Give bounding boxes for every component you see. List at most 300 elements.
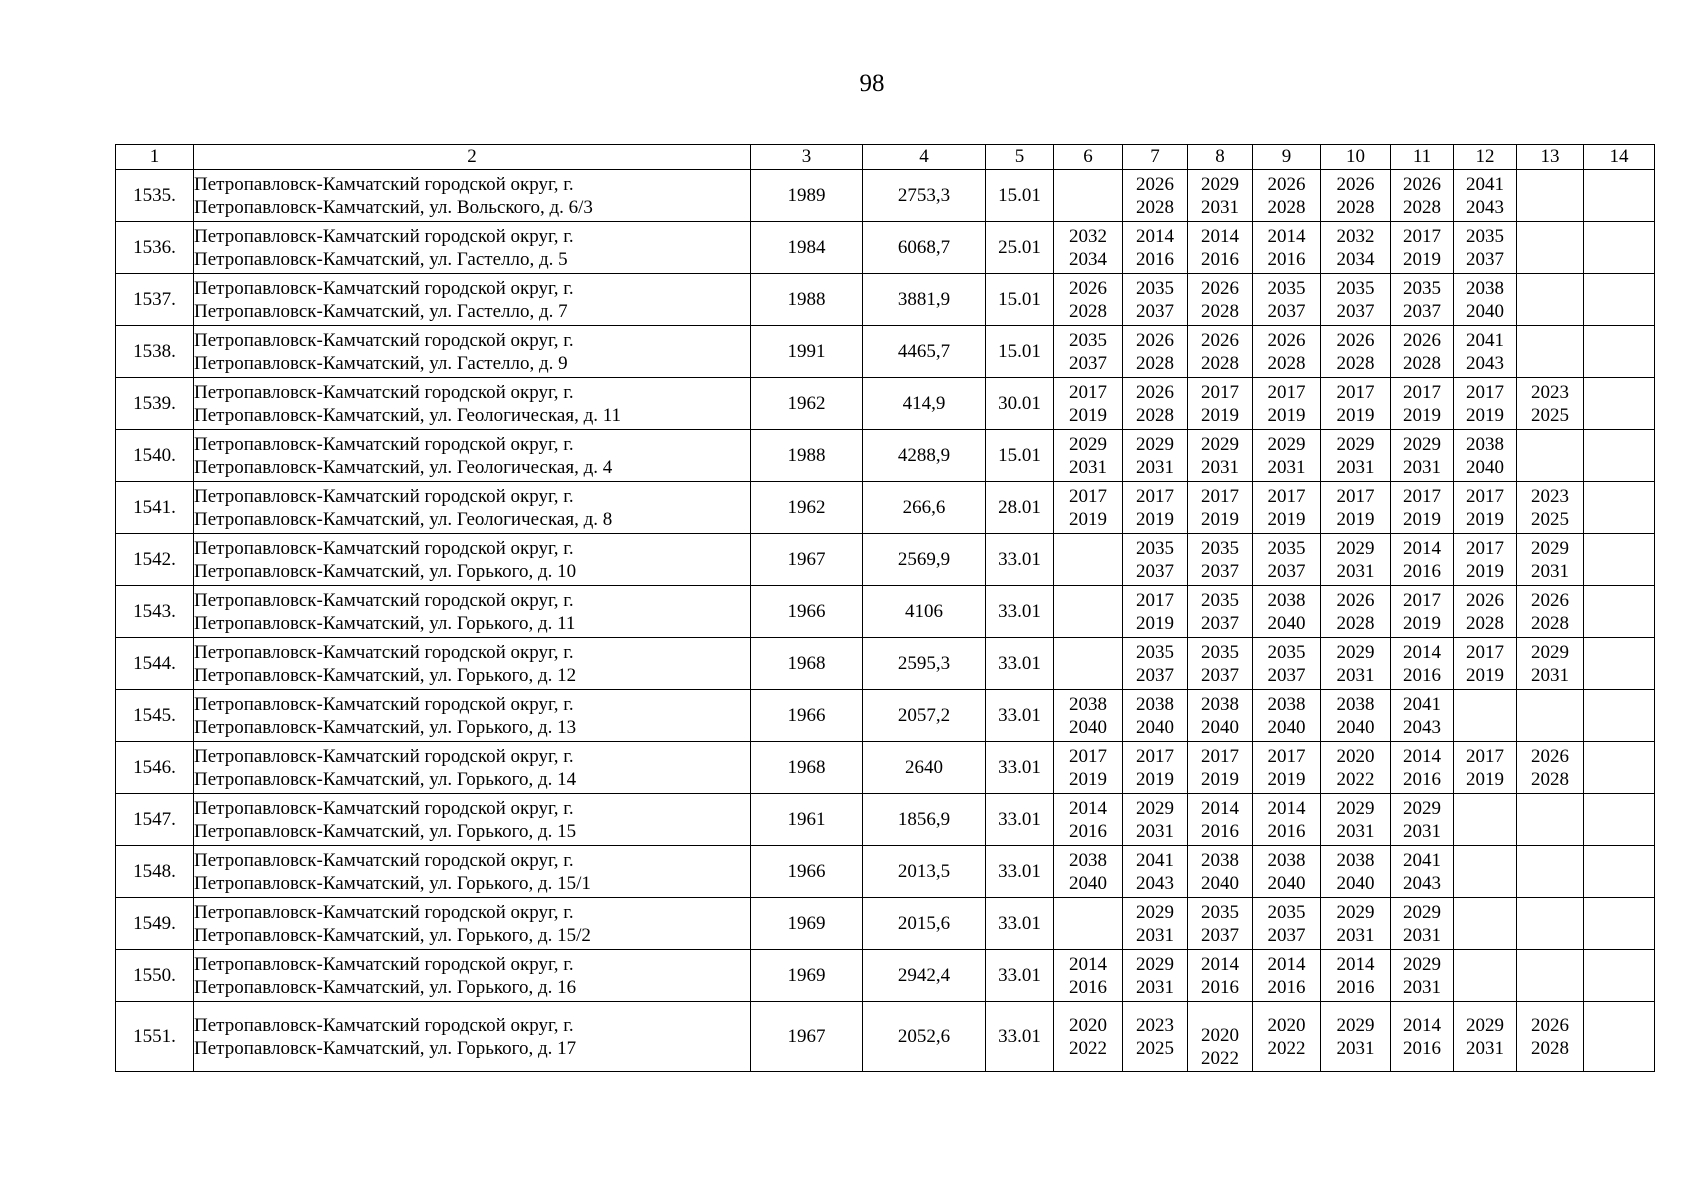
period-end: 2031 [1136, 456, 1174, 478]
address-cell [194, 846, 751, 898]
period-start: 2038 [1069, 849, 1107, 871]
row-number: 1539. [116, 378, 194, 430]
period-end: 2019 [1201, 404, 1239, 426]
period-cell [1584, 690, 1655, 742]
address-cell [194, 482, 751, 534]
period-start: 2026 [1531, 1014, 1569, 1036]
period-cell [1391, 898, 1454, 950]
type-code: 15.01 [986, 274, 1054, 326]
build-year: 1989 [751, 170, 863, 222]
period-start: 2029 [1403, 433, 1441, 455]
period-end: 2031 [1136, 820, 1174, 842]
period-cell [1517, 690, 1584, 742]
period-start: 2014 [1267, 797, 1306, 819]
period-end: 2019 [1069, 768, 1107, 790]
column-header: 5 [986, 145, 1054, 170]
period-cell [1454, 378, 1517, 430]
build-year: 1962 [751, 378, 863, 430]
period-start: 2026 [1403, 173, 1441, 195]
period-start: 2014 [1403, 641, 1441, 663]
period-cell [1253, 378, 1321, 430]
period-cell [1123, 326, 1188, 378]
period-cell [1253, 794, 1321, 846]
period-end: 2028 [1069, 300, 1107, 322]
period-cell [1188, 950, 1253, 1002]
column-header: 11 [1391, 145, 1454, 170]
period-cell [1321, 950, 1391, 1002]
period-cell [1188, 534, 1253, 586]
period-cell [1188, 898, 1253, 950]
period-end: 2028 [1531, 1037, 1569, 1059]
period-cell [1391, 534, 1454, 586]
period-start: 2029 [1336, 901, 1375, 923]
period-cell [1391, 586, 1454, 638]
period-cell [1454, 430, 1517, 482]
period-end: 2016 [1403, 1037, 1441, 1059]
period-end: 2031 [1336, 1037, 1375, 1059]
period-end: 2037 [1267, 664, 1306, 686]
period-start: 2038 [1069, 693, 1107, 715]
period-cell [1253, 326, 1321, 378]
total-area: 4288,9 [863, 430, 986, 482]
period-end: 2028 [1403, 352, 1441, 374]
period-cell [1454, 742, 1517, 794]
table-row [116, 378, 1655, 430]
period-start: 2017 [1466, 537, 1504, 559]
period-cell [1054, 378, 1123, 430]
period-start: 2041 [1466, 173, 1504, 195]
total-area: 2753,3 [863, 170, 986, 222]
address-cell [194, 586, 751, 638]
period-cell [1253, 430, 1321, 482]
period-start: 2032 [1336, 225, 1375, 247]
type-code: 33.01 [986, 794, 1054, 846]
address-line-2: Петропавловск-Камчатский, ул. Геологическая, д. 4 [194, 456, 613, 478]
build-year: 1961 [751, 794, 863, 846]
period-cell [1123, 274, 1188, 326]
period-start: 2014 [1403, 537, 1441, 559]
period-end: 2019 [1403, 248, 1441, 270]
period-cell [1584, 586, 1655, 638]
address-line-1: Петропавловск-Камчатский городской округ, г. [194, 849, 574, 871]
period-start: 2026 [1136, 329, 1174, 351]
table-row [116, 690, 1655, 742]
total-area: 6068,7 [863, 222, 986, 274]
period-end: 2028 [1136, 352, 1174, 374]
period-end: 2016 [1201, 820, 1239, 842]
row-number: 1535. [116, 170, 194, 222]
period-start: 2017 [1403, 381, 1441, 403]
type-code: 15.01 [986, 326, 1054, 378]
period-start: 2035 [1069, 329, 1107, 351]
address-line-2: Петропавловск-Камчатский, ул. Горького, д. 16 [194, 976, 577, 998]
period-end: 2043 [1466, 352, 1504, 374]
build-year: 1967 [751, 1002, 863, 1072]
period-cell [1253, 950, 1321, 1002]
build-year: 1968 [751, 742, 863, 794]
period-end: 2019 [1136, 508, 1174, 530]
type-code: 28.01 [986, 482, 1054, 534]
row-number: 1538. [116, 326, 194, 378]
period-cell [1584, 898, 1655, 950]
period-end: 2016 [1136, 248, 1174, 270]
period-end: 2019 [1267, 404, 1306, 426]
period-cell [1054, 1002, 1123, 1072]
build-year: 1969 [751, 898, 863, 950]
address-line-2: Петропавловск-Камчатский, ул. Геологическая, д. 8 [194, 508, 613, 530]
period-end: 2019 [1336, 404, 1375, 426]
period-cell [1054, 274, 1123, 326]
period-start: 2026 [1336, 589, 1375, 611]
period-end: 2025 [1136, 1037, 1174, 1059]
period-start: 2026 [1267, 329, 1306, 351]
period-cell [1517, 170, 1584, 222]
period-cell [1321, 534, 1391, 586]
period-start: 2038 [1201, 693, 1239, 715]
row-number: 1540. [116, 430, 194, 482]
period-cell [1584, 1002, 1655, 1072]
period-end: 2031 [1466, 1037, 1504, 1059]
period-start: 2014 [1403, 1014, 1441, 1036]
period-cell [1391, 326, 1454, 378]
address-cell [194, 326, 751, 378]
address-line-2: Петропавловск-Камчатский, ул. Гастелло, д. 5 [194, 248, 568, 270]
period-cell [1321, 690, 1391, 742]
period-cell [1253, 482, 1321, 534]
period-start: 2029 [1336, 797, 1375, 819]
period-cell [1517, 586, 1584, 638]
period-end: 2019 [1136, 768, 1174, 790]
row-number: 1550. [116, 950, 194, 1002]
period-end: 2031 [1403, 820, 1441, 842]
row-number: 1543. [116, 586, 194, 638]
period-start: 2017 [1466, 381, 1504, 403]
period-cell [1188, 846, 1253, 898]
period-start: 2035 [1403, 277, 1441, 299]
type-code: 15.01 [986, 430, 1054, 482]
period-cell [1517, 430, 1584, 482]
period-cell [1123, 1002, 1188, 1072]
total-area: 2057,2 [863, 690, 986, 742]
table-row [116, 430, 1655, 482]
period-end: 2031 [1201, 456, 1239, 478]
address-cell [194, 950, 751, 1002]
period-cell [1391, 638, 1454, 690]
period-cell [1054, 742, 1123, 794]
period-start: 2017 [1136, 589, 1174, 611]
type-code: 30.01 [986, 378, 1054, 430]
period-cell [1253, 534, 1321, 586]
period-start: 2014 [1069, 953, 1107, 975]
period-cell [1123, 482, 1188, 534]
period-end: 2019 [1466, 664, 1504, 686]
period-cell [1188, 326, 1253, 378]
period-end: 2028 [1136, 196, 1174, 218]
period-start: 2038 [1336, 849, 1375, 871]
period-start: 2026 [1531, 745, 1569, 767]
period-cell [1188, 690, 1253, 742]
period-start: 2017 [1336, 381, 1375, 403]
period-start: 2029 [1531, 537, 1569, 559]
period-end: 2016 [1267, 820, 1306, 842]
period-start: 2020 [1336, 745, 1375, 767]
period-start: 2026 [1267, 173, 1306, 195]
period-cell [1123, 950, 1188, 1002]
column-header: 3 [751, 145, 863, 170]
period-cell [1517, 534, 1584, 586]
address-cell [194, 742, 751, 794]
period-start: 2041 [1466, 329, 1504, 351]
period-cell [1253, 898, 1321, 950]
period-end: 2016 [1069, 976, 1107, 998]
period-cell [1454, 846, 1517, 898]
period-cell [1454, 170, 1517, 222]
total-area: 2013,5 [863, 846, 986, 898]
period-end: 2040 [1336, 872, 1375, 894]
period-cell [1123, 794, 1188, 846]
period-start: 2017 [1466, 485, 1504, 507]
period-cell [1454, 586, 1517, 638]
period-cell [1253, 586, 1321, 638]
period-end: 2037 [1267, 560, 1306, 582]
period-end: 2031 [1201, 196, 1239, 218]
period-cell [1584, 170, 1655, 222]
period-end: 2019 [1466, 560, 1504, 582]
period-end: 2016 [1403, 664, 1441, 686]
column-header: 8 [1188, 145, 1253, 170]
total-area: 2640 [863, 742, 986, 794]
row-number: 1547. [116, 794, 194, 846]
period-cell [1321, 274, 1391, 326]
period-cell [1517, 846, 1584, 898]
period-start: 2041 [1136, 849, 1174, 871]
period-start: 2026 [1201, 329, 1239, 351]
period-start: 2035 [1136, 537, 1174, 559]
period-end: 2037 [1201, 560, 1239, 582]
period-start: 2017 [1336, 485, 1375, 507]
period-end: 2016 [1403, 560, 1441, 582]
period-end: 2028 [1267, 196, 1306, 218]
period-end: 2019 [1267, 768, 1306, 790]
period-cell [1584, 222, 1655, 274]
row-number: 1545. [116, 690, 194, 742]
period-end: 2040 [1267, 872, 1306, 894]
period-start: 2026 [1403, 329, 1441, 351]
period-end: 2037 [1403, 300, 1441, 322]
period-cell [1391, 274, 1454, 326]
period-start: 2023 [1531, 381, 1569, 403]
row-number: 1551. [116, 1002, 194, 1072]
period-cell [1517, 638, 1584, 690]
period-cell [1584, 534, 1655, 586]
build-year: 1962 [751, 482, 863, 534]
address-line-1: Петропавловск-Камчатский городской округ, г. [194, 797, 574, 819]
period-start: 2035 [1201, 589, 1239, 611]
period-cell [1321, 222, 1391, 274]
period-start: 2020 [1201, 1024, 1239, 1046]
period-end: 2037 [1201, 612, 1239, 634]
period-start: 2020 [1267, 1014, 1306, 1036]
address-line-2: Петропавловск-Камчатский, ул. Гастелло, д. 9 [194, 352, 568, 374]
table-row [116, 326, 1655, 378]
period-cell [1321, 482, 1391, 534]
total-area: 2569,9 [863, 534, 986, 586]
period-cell [1584, 378, 1655, 430]
type-code: 15.01 [986, 170, 1054, 222]
period-start: 2035 [1136, 277, 1174, 299]
period-end: 2043 [1403, 716, 1441, 738]
period-cell [1321, 1002, 1391, 1072]
period-cell [1253, 846, 1321, 898]
period-cell [1123, 898, 1188, 950]
period-cell [1188, 586, 1253, 638]
period-end: 2034 [1336, 248, 1375, 270]
period-cell [1584, 326, 1655, 378]
period-cell [1454, 1002, 1517, 1072]
period-end: 2016 [1201, 248, 1239, 270]
period-cell [1391, 950, 1454, 1002]
build-year: 1966 [751, 846, 863, 898]
period-end: 2016 [1267, 976, 1306, 998]
table-row [116, 846, 1655, 898]
period-start: 2035 [1267, 537, 1306, 559]
address-line-1: Петропавловск-Камчатский городской округ, г. [194, 225, 574, 247]
table-row [116, 950, 1655, 1002]
period-start: 2014 [1267, 225, 1306, 247]
address-line-1: Петропавловск-Камчатский городской округ, г. [194, 433, 574, 455]
address-cell [194, 222, 751, 274]
period-cell [1054, 326, 1123, 378]
period-end: 2037 [1136, 300, 1174, 322]
period-end: 2019 [1201, 768, 1239, 790]
address-cell [194, 638, 751, 690]
period-cell [1321, 794, 1391, 846]
period-cell [1321, 170, 1391, 222]
build-year: 1966 [751, 690, 863, 742]
address-line-1: Петропавловск-Камчатский городской округ, г. [194, 173, 574, 195]
period-cell [1454, 690, 1517, 742]
period-end: 2028 [1466, 612, 1504, 634]
address-line-2: Петропавловск-Камчатский, ул. Горького, д. 11 [194, 612, 576, 634]
period-cell [1253, 274, 1321, 326]
period-end: 2043 [1136, 872, 1174, 894]
period-start: 2029 [1336, 433, 1375, 455]
period-end: 2019 [1403, 404, 1441, 426]
row-number: 1549. [116, 898, 194, 950]
address-cell [194, 690, 751, 742]
period-start: 2038 [1267, 693, 1306, 715]
period-start: 2041 [1403, 849, 1441, 871]
period-cell [1188, 222, 1253, 274]
period-end: 2022 [1201, 1047, 1239, 1069]
period-end: 2031 [1069, 456, 1107, 478]
period-start: 2017 [1403, 589, 1441, 611]
period-cell [1253, 170, 1321, 222]
period-cell [1584, 274, 1655, 326]
total-area: 2052,6 [863, 1002, 986, 1072]
period-start: 2014 [1201, 797, 1239, 819]
period-cell [1054, 846, 1123, 898]
address-cell [194, 430, 751, 482]
period-start: 2017 [1267, 745, 1306, 767]
table-row [116, 1002, 1655, 1072]
period-end: 2037 [1336, 300, 1375, 322]
type-code: 33.01 [986, 950, 1054, 1002]
period-end: 2040 [1136, 716, 1174, 738]
period-cell [1391, 690, 1454, 742]
address-line-2: Петропавловск-Камчатский, ул. Горького, д. 14 [194, 768, 577, 790]
period-start: 2029 [1069, 433, 1107, 455]
period-start: 2029 [1531, 641, 1569, 663]
address-cell [194, 794, 751, 846]
address-line-2: Петропавловск-Камчатский, ул. Горького, д. 15 [194, 820, 577, 842]
period-cell [1391, 794, 1454, 846]
period-start: 2035 [1201, 901, 1239, 923]
period-start: 2026 [1069, 277, 1107, 299]
type-code: 33.01 [986, 534, 1054, 586]
period-cell [1391, 482, 1454, 534]
period-end: 2019 [1267, 508, 1306, 530]
period-cell [1123, 846, 1188, 898]
period-start: 2038 [1267, 849, 1306, 871]
period-end: 2022 [1267, 1037, 1306, 1059]
period-cell [1123, 586, 1188, 638]
period-cell [1321, 638, 1391, 690]
period-cell [1253, 222, 1321, 274]
period-cell [1253, 742, 1321, 794]
period-start: 2038 [1267, 589, 1306, 611]
period-start: 2026 [1201, 277, 1239, 299]
type-code: 33.01 [986, 586, 1054, 638]
period-cell [1123, 534, 1188, 586]
period-cell [1188, 170, 1253, 222]
period-cell [1454, 638, 1517, 690]
table-row [116, 586, 1655, 638]
period-start: 2029 [1403, 797, 1441, 819]
period-end: 2037 [1136, 560, 1174, 582]
period-cell [1454, 898, 1517, 950]
table-row [116, 482, 1655, 534]
period-end: 2016 [1201, 976, 1239, 998]
address-line-1: Петропавловск-Камчатский городской округ, г. [194, 641, 574, 663]
page-number: 98 [859, 70, 885, 97]
period-end: 2037 [1201, 664, 1239, 686]
address-line-2: Петропавловск-Камчатский, ул. Горького, д. 15/2 [194, 924, 591, 946]
period-end: 2037 [1267, 300, 1306, 322]
address-line-1: Петропавловск-Камчатский городской округ, г. [194, 901, 574, 923]
period-start: 2026 [1136, 173, 1174, 195]
row-number: 1542. [116, 534, 194, 586]
period-start: 2017 [1403, 485, 1441, 507]
period-cell [1517, 326, 1584, 378]
period-cell [1321, 326, 1391, 378]
period-end: 2028 [1531, 768, 1569, 790]
period-end: 2037 [1466, 248, 1504, 270]
period-end: 2031 [1336, 560, 1375, 582]
period-cell [1321, 378, 1391, 430]
address-cell [194, 170, 751, 222]
total-area: 4106 [863, 586, 986, 638]
period-start: 2014 [1069, 797, 1107, 819]
period-cell [1188, 378, 1253, 430]
period-cell [1253, 1002, 1321, 1072]
column-header: 9 [1253, 145, 1321, 170]
period-cell [1391, 846, 1454, 898]
total-area: 3881,9 [863, 274, 986, 326]
row-number: 1548. [116, 846, 194, 898]
column-header: 13 [1517, 145, 1584, 170]
period-start: 2029 [1403, 953, 1441, 975]
